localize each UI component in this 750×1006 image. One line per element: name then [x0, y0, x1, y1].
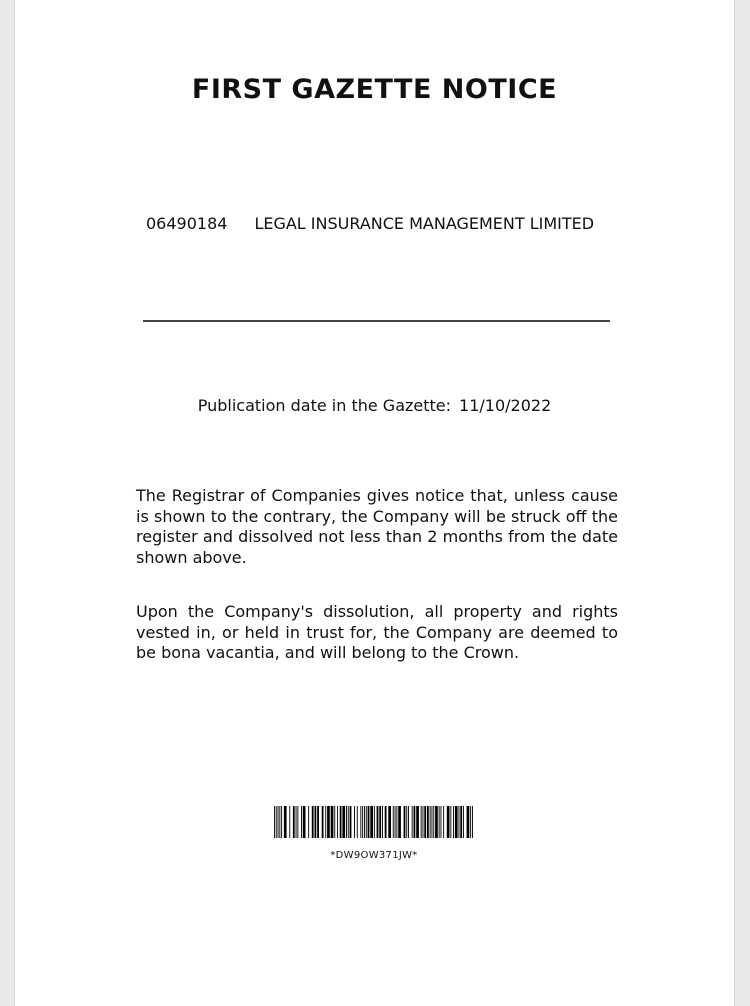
- company-number: 06490184: [146, 214, 228, 233]
- company-line: [146, 214, 594, 233]
- publication-line: [15, 396, 734, 415]
- divider: [143, 320, 610, 322]
- barcode: [274, 806, 474, 838]
- publication-date: 11/10/2022: [459, 396, 552, 415]
- notice-paragraph-1: The Registrar of Companies gives notice that, unless cause is shown to the contrary, the Company will be struck off the register and dissolved not less than 2 months from the date shown above.: [136, 486, 618, 567]
- notice-title: FIRST GAZETTE NOTICE: [191, 74, 558, 105]
- company-name: LEGAL INSURANCE MANAGEMENT LIMITED: [254, 214, 595, 233]
- document-page: [14, 0, 735, 1006]
- publication-label: Publication date in the Gazette:: [197, 396, 452, 415]
- barcode-text: *DW9OW371JW*: [330, 850, 418, 861]
- notice-paragraph-2: Upon the Company's dissolution, all property and rights vested in, or held in trust for, the Company are deemed to be bona vacantia, and will belong to the Crown.: [136, 602, 618, 662]
